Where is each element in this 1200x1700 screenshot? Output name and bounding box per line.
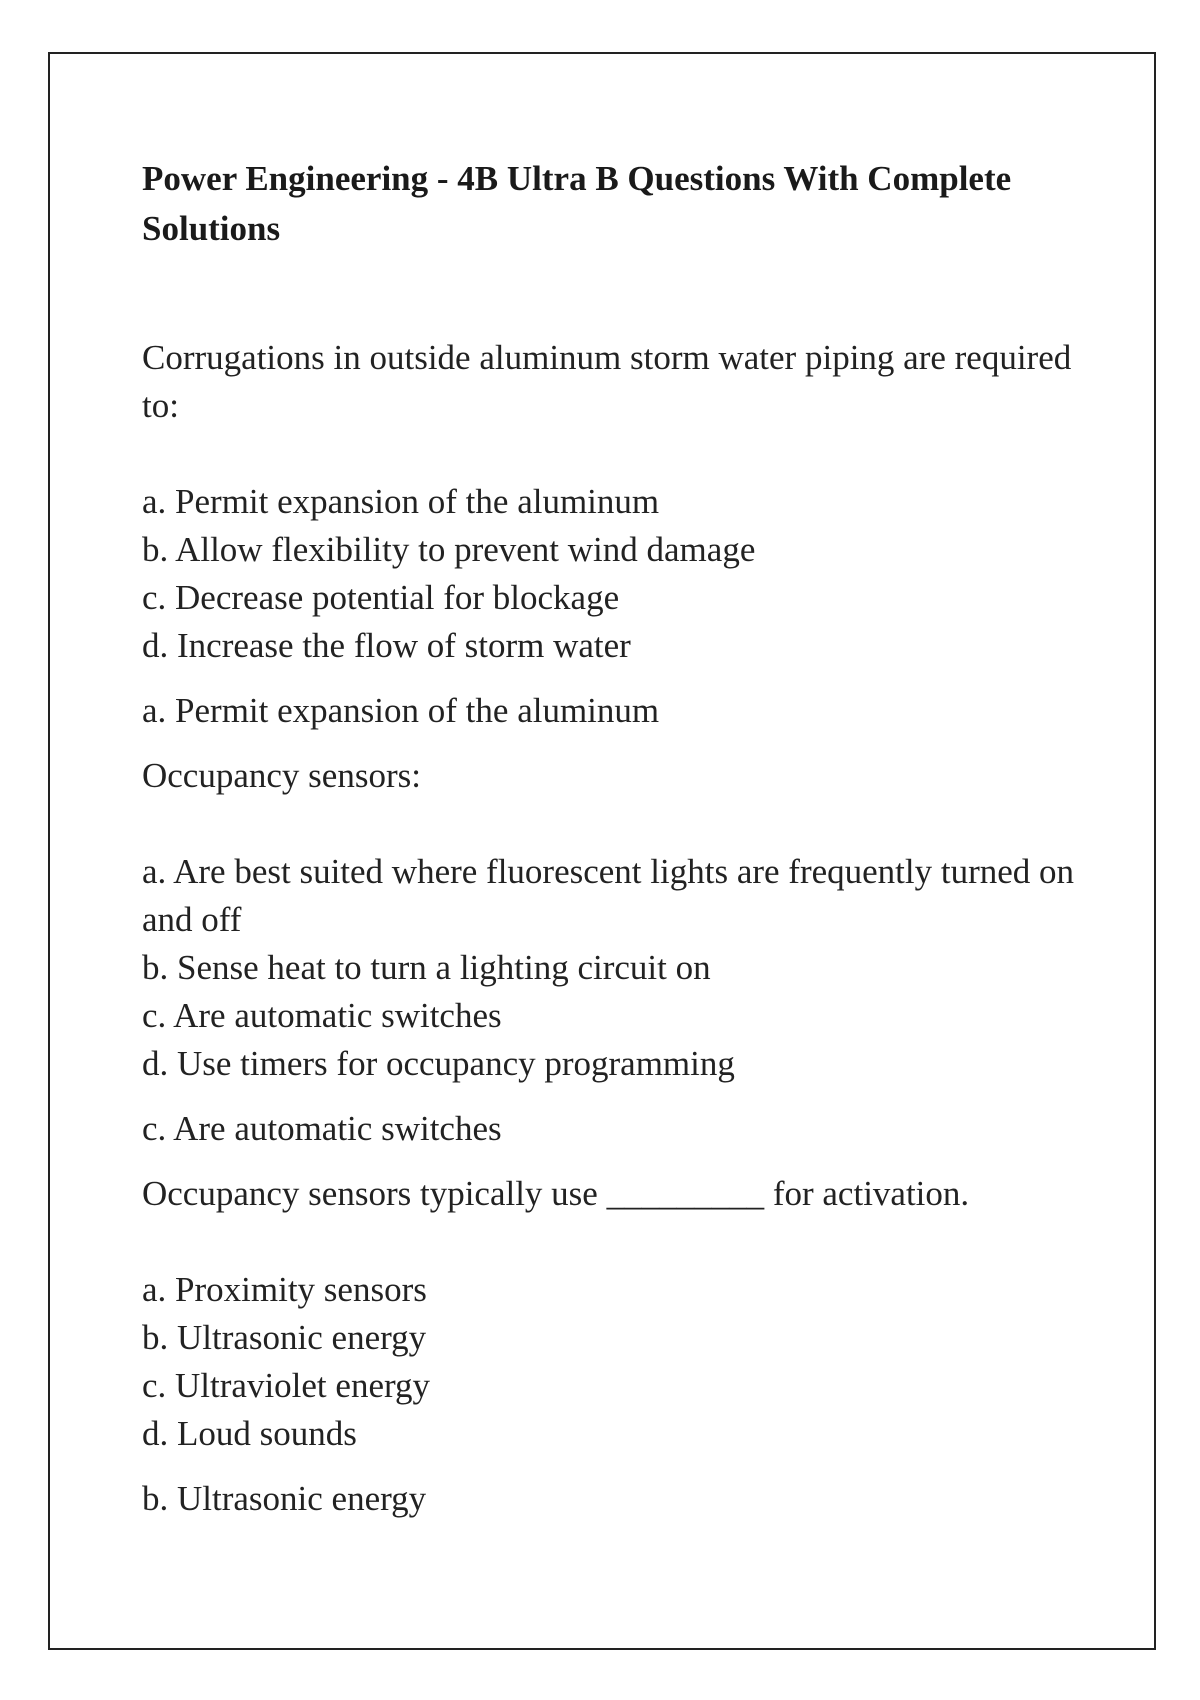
- option-d: d. Loud sounds: [142, 1414, 357, 1453]
- question-2: [142, 752, 1082, 1153]
- question-stem: Occupancy sensors typically use _________ for activation.: [142, 1174, 970, 1213]
- option-c: c. Decrease potential for blockage: [142, 578, 620, 617]
- question-stem: Occupancy sensors:: [142, 756, 421, 795]
- answer: b. Ultrasonic energy: [142, 1479, 427, 1518]
- option-list: [142, 1266, 1082, 1458]
- document-content: [142, 154, 1082, 1540]
- option-b: b. Sense heat to turn a lighting circuit on: [142, 948, 711, 987]
- option-b: b. Allow flexibility to prevent wind damage: [142, 530, 756, 569]
- question-stem: Corrugations in outside aluminum storm water piping are required to:: [142, 338, 1072, 425]
- option-d: d. Use timers for occupancy programming: [142, 1044, 735, 1083]
- option-c: c. Ultraviolet energy: [142, 1366, 430, 1405]
- option-a: a. Proximity sensors: [142, 1270, 427, 1309]
- option-b: b. Ultrasonic energy: [142, 1318, 427, 1357]
- document-title: Power Engineering - 4B Ultra B Questions With Complete Solutions: [142, 159, 1012, 248]
- option-list: [142, 848, 1082, 1088]
- question-list: [142, 334, 1082, 1523]
- question-3: [142, 1170, 1082, 1523]
- option-d: d. Increase the flow of storm water: [142, 626, 631, 665]
- option-a: a. Permit expansion of the aluminum: [142, 482, 660, 521]
- option-list: [142, 478, 1082, 670]
- option-c: c. Are automatic switches: [142, 996, 502, 1035]
- question-1: [142, 334, 1082, 735]
- answer: c. Are automatic switches: [142, 1109, 502, 1148]
- answer: a. Permit expansion of the aluminum: [142, 691, 660, 730]
- option-a: a. Are best suited where fluorescent lights are frequently turned on and off: [142, 852, 1075, 939]
